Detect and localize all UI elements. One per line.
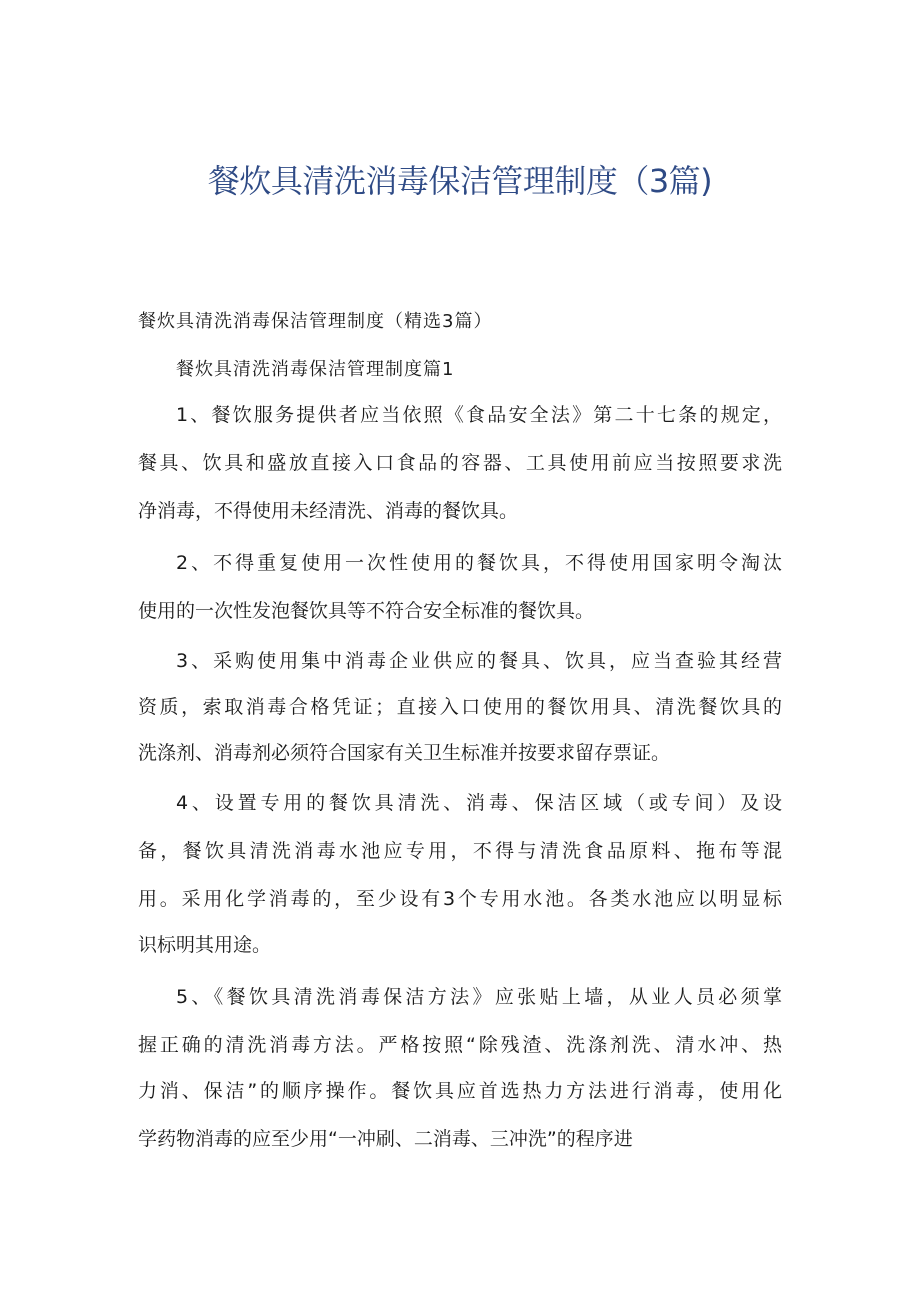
paragraph-3-line-2: 资质，索取消毒合格凭证；直接入口使用的餐饮用具、清洗餐饮具的	[138, 696, 782, 718]
section-heading: 餐炊具清洗消毒保洁管理制度篇1	[176, 359, 455, 380]
paragraph-4-line-3: 用。采用化学消毒的，至少设有3个专用水池。各类水池应以明显标	[138, 888, 782, 910]
paragraph-4-line-4: 识标明其用途。	[138, 934, 272, 956]
paragraph-5-line-1: 5、《餐饮具清洗消毒保洁方法》应张贴上墙，从业人员必须掌	[176, 986, 782, 1008]
document-subtitle: 餐炊具清洗消毒保洁管理制度（精选3篇）	[138, 311, 493, 332]
paragraph-4-line-1: 4、设置专用的餐饮具清洗、消毒、保洁区域（或专间）及设	[176, 792, 782, 814]
paragraph-3-line-1: 3、采购使用集中消毒企业供应的餐具、饮具，应当查验其经营	[176, 650, 782, 672]
paragraph-2-line-2: 使用的一次性发泡餐饮具等不符合安全标准的餐饮具。	[138, 600, 595, 622]
paragraph-5-line-2: 握正确的清洗消毒方法。严格按照“除残渣、洗涤剂洗、清水冲、热	[138, 1034, 782, 1056]
document-title: 餐炊具清洗消毒保洁管理制度（3篇)	[207, 162, 713, 200]
paragraph-1-line-3: 净消毒，不得使用未经清洗、消毒的餐饮具。	[138, 500, 519, 522]
paragraph-4-line-2: 备，餐饮具清洗消毒水池应专用，不得与清洗食品原料、拖布等混	[138, 840, 782, 862]
paragraph-3-line-3: 洗涤剂、消毒剂必须符合国家有关卫生标准并按要求留存票证。	[138, 742, 671, 764]
paragraph-5-line-4: 学药物消毒的应至少用“一冲刷、二消毒、三冲洗”的程序进	[138, 1128, 633, 1150]
paragraph-5-line-3: 力消、保洁”的顺序操作。餐饮具应首选热力方法进行消毒，使用化	[138, 1080, 782, 1102]
paragraph-1-line-2: 餐具、饮具和盛放直接入口食品的容器、工具使用前应当按照要求洗	[138, 452, 782, 474]
paragraph-2-line-1: 2、不得重复使用一次性使用的餐饮具，不得使用国家明令淘汰	[176, 552, 782, 574]
paragraph-1-line-1: 1、餐饮服务提供者应当依照《食品安全法》第二十七条的规定，	[176, 404, 782, 426]
